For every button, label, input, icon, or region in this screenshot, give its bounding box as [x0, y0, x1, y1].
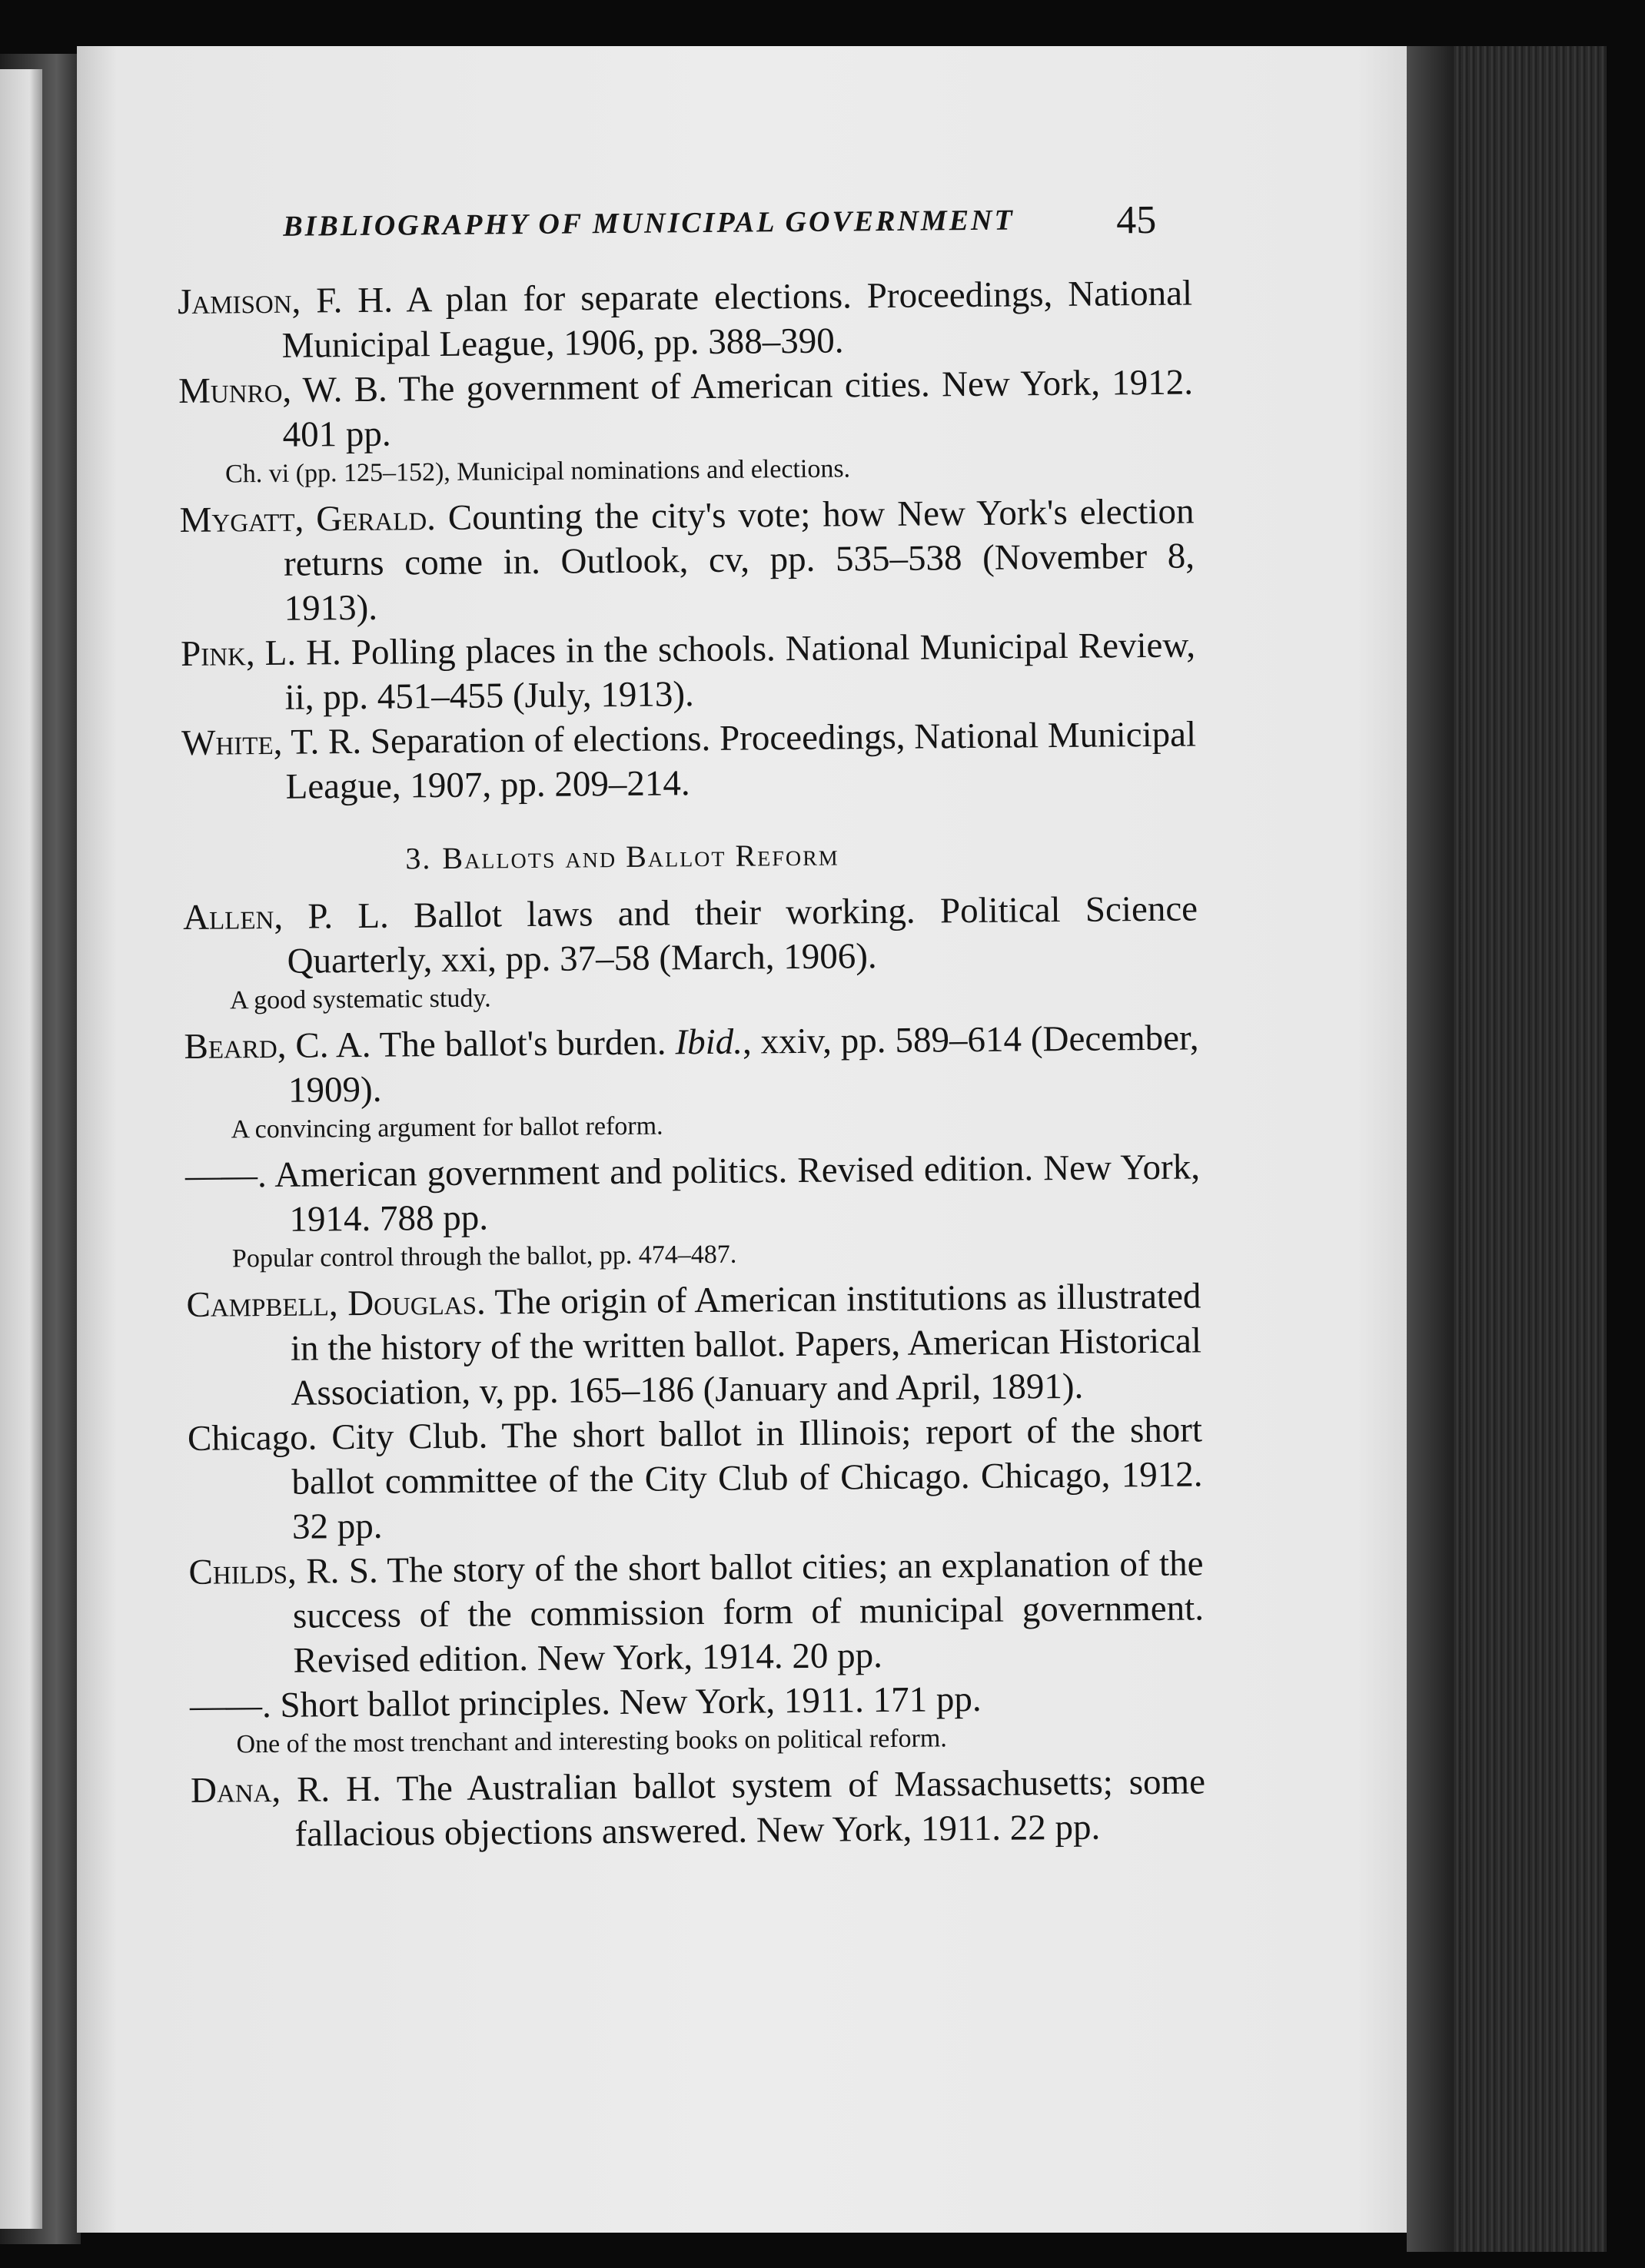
entry-text: Counting the city's vote; how New York's election returns come in. Outlook, cv, pp. 535–538 (November 8, 1913). [283, 491, 1195, 629]
entry-text: Separation of elections. Proceedings, National Municipal League, 1907, pp. 209–214. [285, 714, 1197, 807]
entries-before-section [178, 271, 1197, 809]
running-title: BIBLIOGRAPHY OF MUNICIPAL GOVERNMENT [283, 204, 1015, 243]
entry-author: ——. [189, 1685, 272, 1726]
bibliography-entry [183, 886, 1198, 985]
entry-author: Jamison, F. H. [177, 280, 394, 322]
bibliography-entry [184, 1015, 1199, 1114]
page-stack-edge [1407, 46, 1607, 2252]
facing-page-edge [0, 69, 42, 2229]
entry-note: Ch. vi (pp. 125–152), Municipal nominations and elections. [224, 454, 851, 489]
entry-note: A convincing argument for ballot reform. [231, 1111, 663, 1144]
entry-author: Mygatt, Gerald. [179, 498, 437, 540]
bibliography-entry [181, 623, 1196, 721]
bibliography-entry [188, 1541, 1204, 1684]
bibliography-entry [188, 1407, 1203, 1550]
entry-text: The story of the short ballot cities; an explanation of the success of the commission form of municipal government. Revised edition. New York, 1914. 20 pp. [292, 1543, 1205, 1681]
entry-note: A good systematic study. [229, 984, 491, 1015]
entry-note: One of the most trenchant and interesting books on political reform. [236, 1724, 947, 1759]
entry-text: Polling places in the schools. National Municipal Review, ii, pp. 451–455 (July, 1913). [284, 625, 1196, 718]
bibliography-entry [186, 1273, 1201, 1416]
entry-text: The ballot's burden. [379, 1022, 666, 1065]
bibliography-entry [185, 1144, 1201, 1243]
entry-text: American government and politics. Revised edition. New York, 1914. 788 pp. [274, 1147, 1201, 1240]
entry-note: Popular control through the ballot, pp. 474–487. [231, 1240, 737, 1273]
section-title: Ballots and Ballot Reform [442, 837, 839, 876]
entry-author: Pink, L. H. [180, 633, 342, 674]
entry-author: White, T. R. [181, 721, 362, 763]
entry-text: Ballot laws and their working. Political Science Quarterly, xxi, pp. 37–58 (March, 1906). [287, 888, 1198, 981]
bibliography-entry [179, 489, 1195, 632]
entry-text: The government of American cities. New York, 1912. 401 pp. [282, 362, 1194, 455]
entries-after-section [183, 886, 1206, 1857]
section-heading [405, 833, 1197, 876]
page-text [177, 197, 1206, 1857]
bibliography-entry [178, 360, 1194, 458]
bibliography-entry [181, 712, 1197, 810]
running-header [177, 197, 1192, 260]
entry-text-cont: , xxiv, pp. 589–614 (December, 1909). [287, 1018, 1199, 1111]
entry-author: Allen, P. L. [182, 895, 390, 938]
entry-text: A plan for separate elections. Proceedings, National Municipal League, 1906, pp. 388–390. [281, 273, 1193, 366]
entry-author: Beard, C. A. [184, 1024, 371, 1067]
entry-text: Short ballot principles. New York, 1911. 171 pp. [280, 1679, 982, 1725]
entry-author: Campbell, Douglas. [186, 1282, 486, 1325]
entry-text: The Australian ballot system of Massachusetts; some fallacious objections answered. New York, 1911. 22 pp. [294, 1762, 1206, 1855]
entry-author: Chicago. [187, 1417, 317, 1459]
section-number: 3. [405, 841, 432, 876]
entry-author: Childs, R. S. [188, 1550, 378, 1592]
bibliography-entry [191, 1759, 1206, 1858]
page-number: 45 [1115, 198, 1157, 243]
bibliography-entry [178, 271, 1193, 369]
entry-ibid: Ibid. [675, 1021, 743, 1063]
entry-author: ——. [184, 1155, 267, 1196]
entry-author: Munro, W. B. [178, 369, 388, 411]
entry-text: The origin of American institutions as illustrated in the history of the written ballot. Papers, American Historical Association, v, pp. 165–186 (January and April, 1891). [290, 1276, 1202, 1413]
entry-author: Dana, R. H. [190, 1768, 381, 1811]
entry-text: City Club. The short ballot in Illinois; report of the short ballot committee of the City Club of Chicago. Chicago, 1912. 32 pp. [291, 1410, 1203, 1547]
